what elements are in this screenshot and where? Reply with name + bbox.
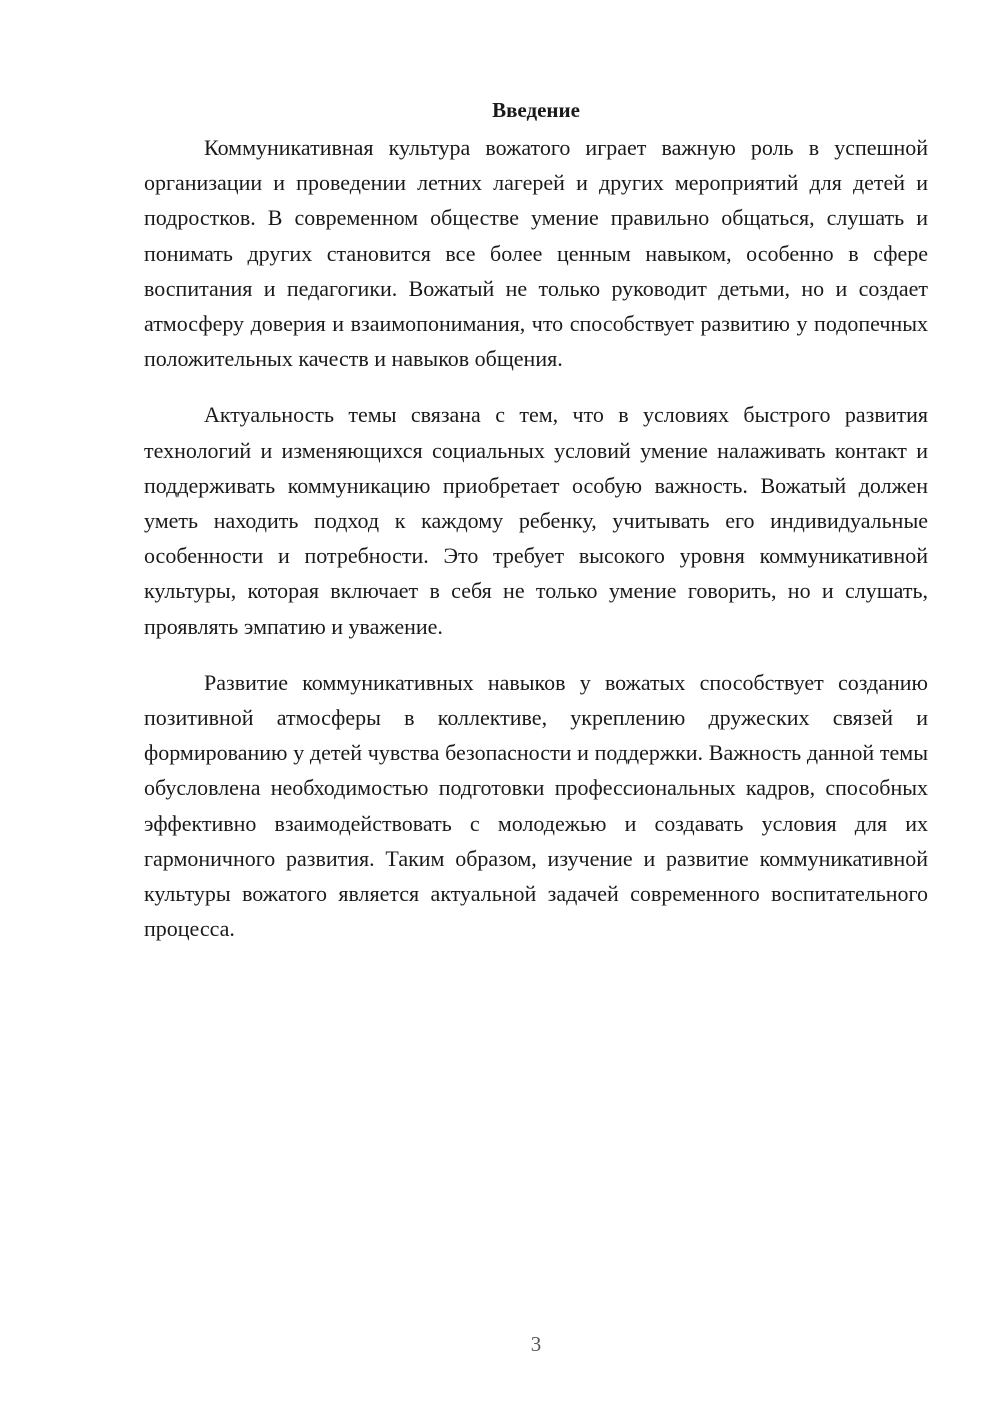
paragraph-1: Коммуникативная культура вожатого играет важную роль в успешной организации и проведении летних лагерей и других мероприятий для детей и подростков. В современном обществе умение правильно общаться, слушать и понимать других становится все более ценным навыком, особенно в сфере воспитания и педагогики. Вожатый не только руководит детьми, но и создает атмосферу доверия и взаимопонимания, что способствует развитию у подопечных положительных качеств и навыков общения. — [144, 135, 928, 372]
paragraph-3: Развитие коммуникативных навыков у вожатых способствует созданию позитивной атмосферы в коллективе, укреплению дружеских связей и формированию у детей чувства безопасности и поддержки. Важность данной темы обусловлена необходимостью подготовки профессиональных кадров, способных эффективно взаимодействовать с молодежью и создавать условия для их гармоничного развития. Таким образом, изучение и развитие коммуникативной культуры вожатого является актуальной задачей современного воспитательного процесса. — [144, 669, 928, 942]
page-content — [144, 92, 928, 967]
page-number: 3 — [530, 1332, 542, 1356]
paragraph-2: Актуальность темы связана с тем, что в условиях быстрого развития технологий и изменяющихся социальных условий умение налаживать контакт и поддерживать коммуникацию приобретает особую важность. Вожатый должен уметь находить подход к каждому ребенку, учитывать его индивидуальные особенности и потребности. Это требует высокого уровня коммуникативной культуры, которая включает в себя не только умение говорить, но и слушать, проявлять эмпатию и уважение. — [144, 402, 928, 639]
section-title: Введение — [492, 98, 580, 122]
